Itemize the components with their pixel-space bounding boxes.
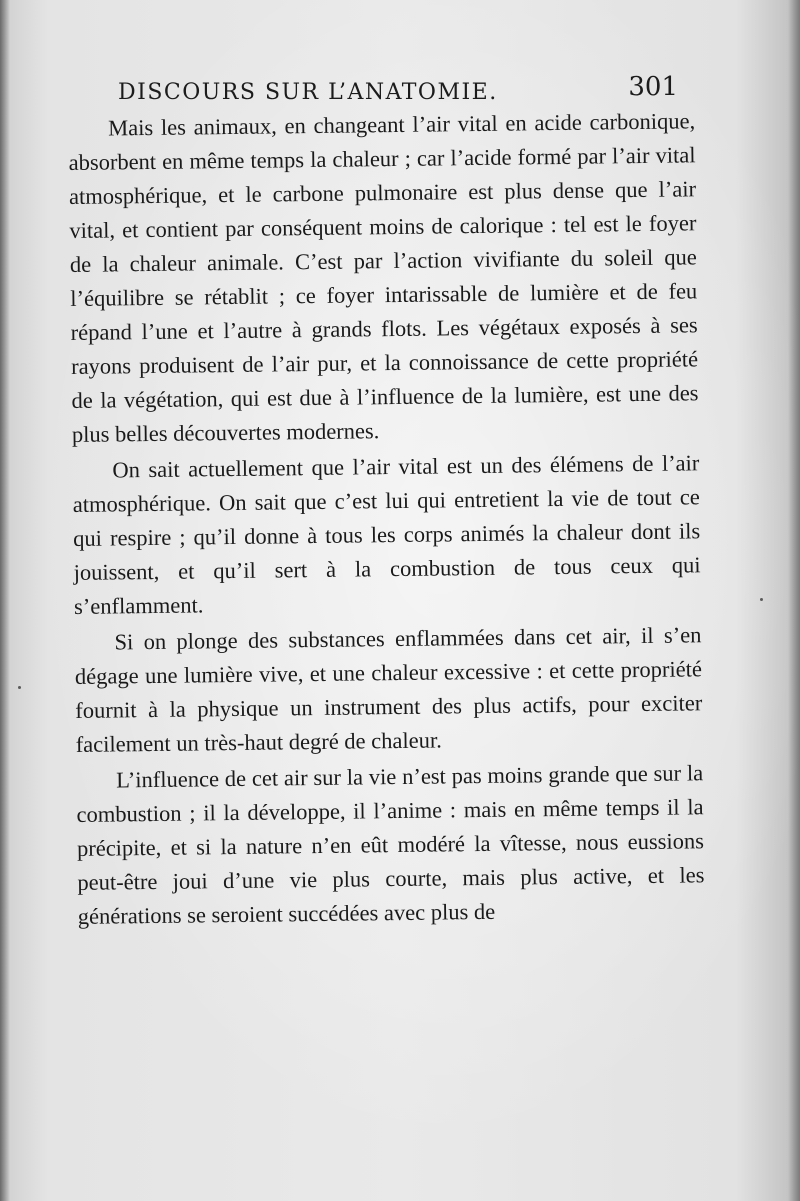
page-edge-shadow-left (0, 0, 10, 1201)
paper-speck (760, 598, 763, 601)
running-title: DISCOURS SUR L’ANATOMIE. (118, 80, 498, 105)
body-text (68, 104, 705, 936)
paragraph-1: Mais les animaux, en changeant l’air vital en acide carbonique, absorbent en même temps la chaleur ; car l’acide formé par l’air vital atmosphérique, et le carbone pulmonaire est plus dense que l’air vital, et contient par conséquent moins de calorique : tel est le foyer de la chaleur animale. C’est par l’action vivifiante du soleil que l’équilibre se rétablit ; ce foyer intarissable de lumière et de feu répand l’une et l’autre à grands flots. Les végétaux exposés à ses rayons produisent de l’air pur, et la connoissance de cette propriété de la végétation, qui est due à l’influence de la lumière, est une des plus belles découvertes modernes. (68, 108, 699, 447)
page-header (118, 66, 678, 110)
paragraph-3: Si on plonge des substances enflammées dans cet air, il s’en dégage une lumière vive, et une chaleur excessive : et cette propriété fournit à la physique un instrument des plus actifs, pour exciter facilement un très-haut degré de chaleur. (74, 622, 703, 757)
paper-speck (18, 686, 21, 689)
page-edge-shadow-right (788, 0, 800, 1201)
page-number: 301 (628, 72, 678, 102)
paragraph-2: On sait actuellement que l’air vital est un des élémens de l’air atmosphérique. On sait que c’est lui qui entretient la vie de tout ce qui respire ; qu’il donne à tous les corps animés la chaleur dont ils jouissent, et qu’il sert à la combustion de tous ceux qui s’enflamment. (72, 450, 701, 619)
paragraph-4: L’influence de cet air sur la vie n’est pas moins grande que sur la combustion ; il la développe, il l’anime : mais en même temps il la précipite, et si la nature n’en eût modéré la vîtesse, nous eussions peut-être joui d’une vie plus courte, mais plus active, et les générations se seroient succédées avec plus de (76, 760, 705, 929)
